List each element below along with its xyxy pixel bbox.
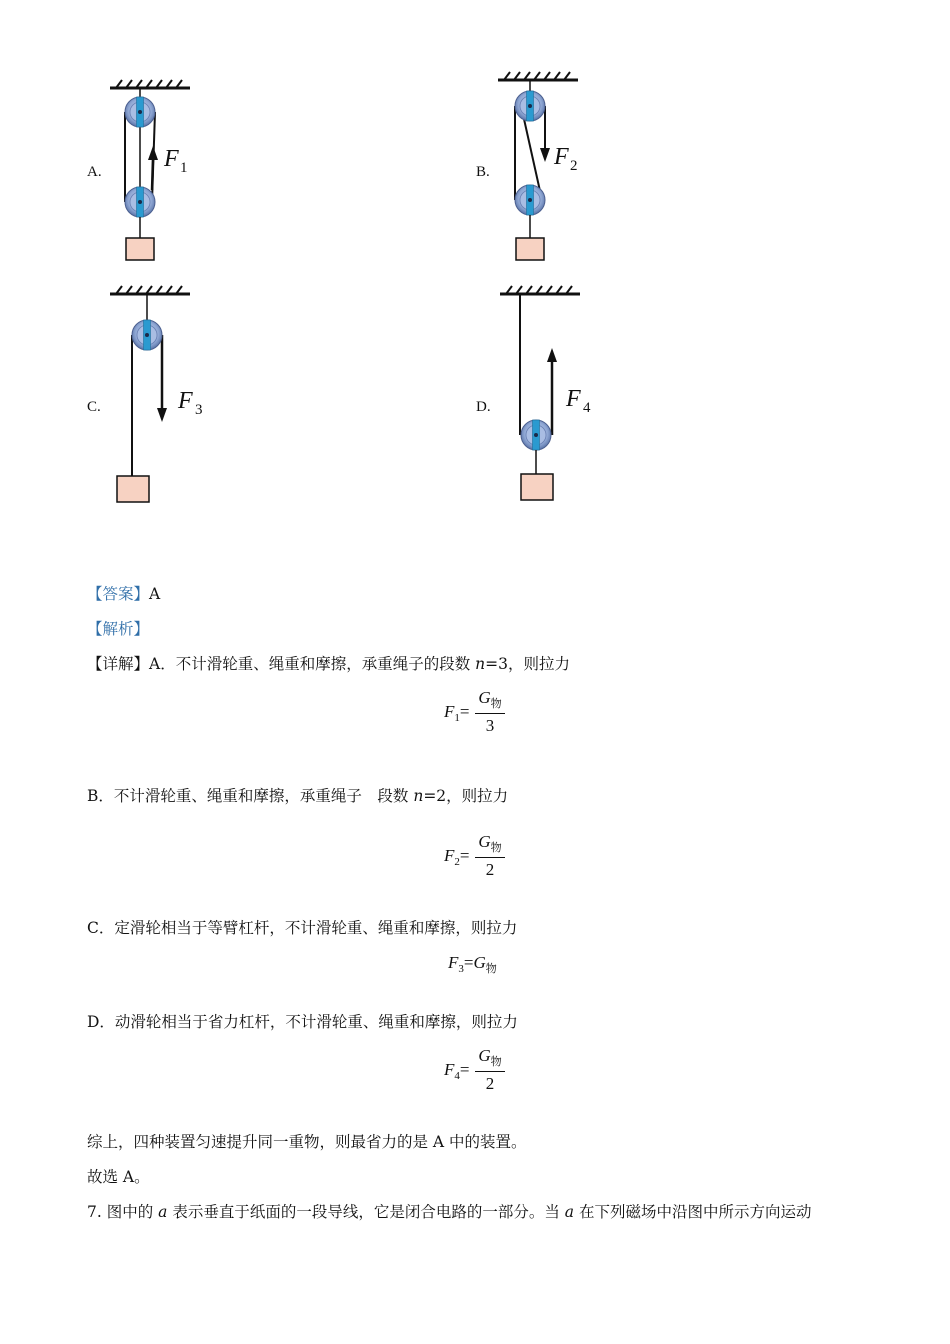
f2-lhs-sub: 2 (454, 856, 460, 868)
pulley-figure-c (100, 280, 230, 510)
f1-num-sub: 物 (490, 698, 502, 710)
detail-a-pre: A．不计滑轮重、绳重和摩擦，承重绳子的段数 (149, 655, 476, 673)
answer-line (87, 584, 160, 604)
f4-num-sub: 物 (490, 1056, 502, 1068)
f1-num: G (478, 688, 491, 707)
answer-tag: 【答案】 (87, 585, 150, 603)
detail-a-post: =3，则拉力 (485, 655, 570, 673)
force-f2-letter: F (554, 144, 569, 170)
q7-mid: 表示垂直于纸面的一段导线，它是闭合电路的一部分。当 (167, 1203, 565, 1221)
f4-eq: = (459, 1060, 470, 1079)
detail-b-n: n (413, 787, 424, 805)
q7-a1: a (158, 1203, 168, 1221)
f1-eq: = (459, 702, 470, 721)
option-d-label: D. (476, 399, 491, 415)
detail-b-post: =2，则拉力 (423, 787, 509, 805)
detail-d-text: D．动滑轮相当于省力杠杆，不计滑轮重、绳重和摩擦，则拉力 (87, 1013, 518, 1031)
force-f3-letter: F (178, 388, 193, 414)
question-7-line (87, 1202, 811, 1222)
f3-eq: = (463, 953, 474, 972)
force-f3-sub: 3 (195, 402, 203, 418)
option-c-label: C. (87, 399, 101, 415)
answer-value: A (149, 585, 161, 603)
f4-num: G (478, 1046, 491, 1065)
f3-rhs: G (473, 953, 486, 972)
force-f4-sub: 4 (583, 400, 591, 416)
detail-b-line (87, 786, 508, 806)
choose-line: 故选 A。 (87, 1168, 150, 1186)
summary-line: 综上，四种装置匀速提升同一重物，则最省力的是 A 中的装置。 (87, 1133, 527, 1151)
force-f1-sub: 1 (180, 160, 188, 176)
detail-tag: 【详解】 (87, 655, 150, 673)
f4-den: 2 (485, 1074, 495, 1093)
f3-lhs-sub: 3 (458, 963, 464, 975)
f3-lhs: F (448, 953, 459, 972)
analysis-line (87, 619, 149, 639)
f3-rhs-sub: 物 (485, 963, 497, 975)
formula-f3 (448, 953, 528, 977)
f2-den: 2 (485, 860, 495, 879)
q7-post: 在下列磁场中沿图中所示方向运动 (574, 1203, 812, 1221)
force-f4-letter: F (566, 386, 581, 412)
f1-lhs: F (444, 702, 455, 721)
q7-a2: a (564, 1203, 575, 1221)
detail-d-line (87, 1012, 518, 1032)
f2-num-sub: 物 (490, 842, 502, 854)
f2-lhs: F (444, 846, 455, 865)
f1-den: 3 (485, 716, 495, 735)
force-f2-sub: 2 (570, 158, 578, 174)
option-a-label: A. (87, 164, 102, 180)
f4-lhs-sub: 4 (454, 1070, 460, 1082)
detail-c-line (87, 918, 517, 938)
detail-b-pre: B．不计滑轮重、绳重和摩擦，承重绳子 段数 (87, 787, 414, 805)
formula-f2 (444, 832, 524, 882)
analysis-tag: 【解析】 (87, 620, 150, 638)
f1-lhs-sub: 1 (454, 712, 460, 724)
f2-eq: = (459, 846, 470, 865)
formula-f1 (444, 688, 524, 738)
f2-num: G (478, 832, 491, 851)
pulley-figure-b (490, 70, 610, 270)
detail-a-line (87, 654, 570, 674)
option-b-label: B. (476, 164, 490, 180)
pulley-figure-a (100, 70, 220, 270)
detail-c-text: C．定滑轮相当于等臂杠杆，不计滑轮重、绳重和摩擦，则拉力 (87, 919, 518, 937)
formula-f4 (444, 1046, 524, 1096)
q7-pre: 7. 图中的 (87, 1203, 159, 1221)
pulley-figure-d (490, 280, 620, 510)
f4-lhs: F (444, 1060, 455, 1079)
force-f1-letter: F (164, 146, 179, 172)
detail-a-n: n (475, 655, 486, 673)
